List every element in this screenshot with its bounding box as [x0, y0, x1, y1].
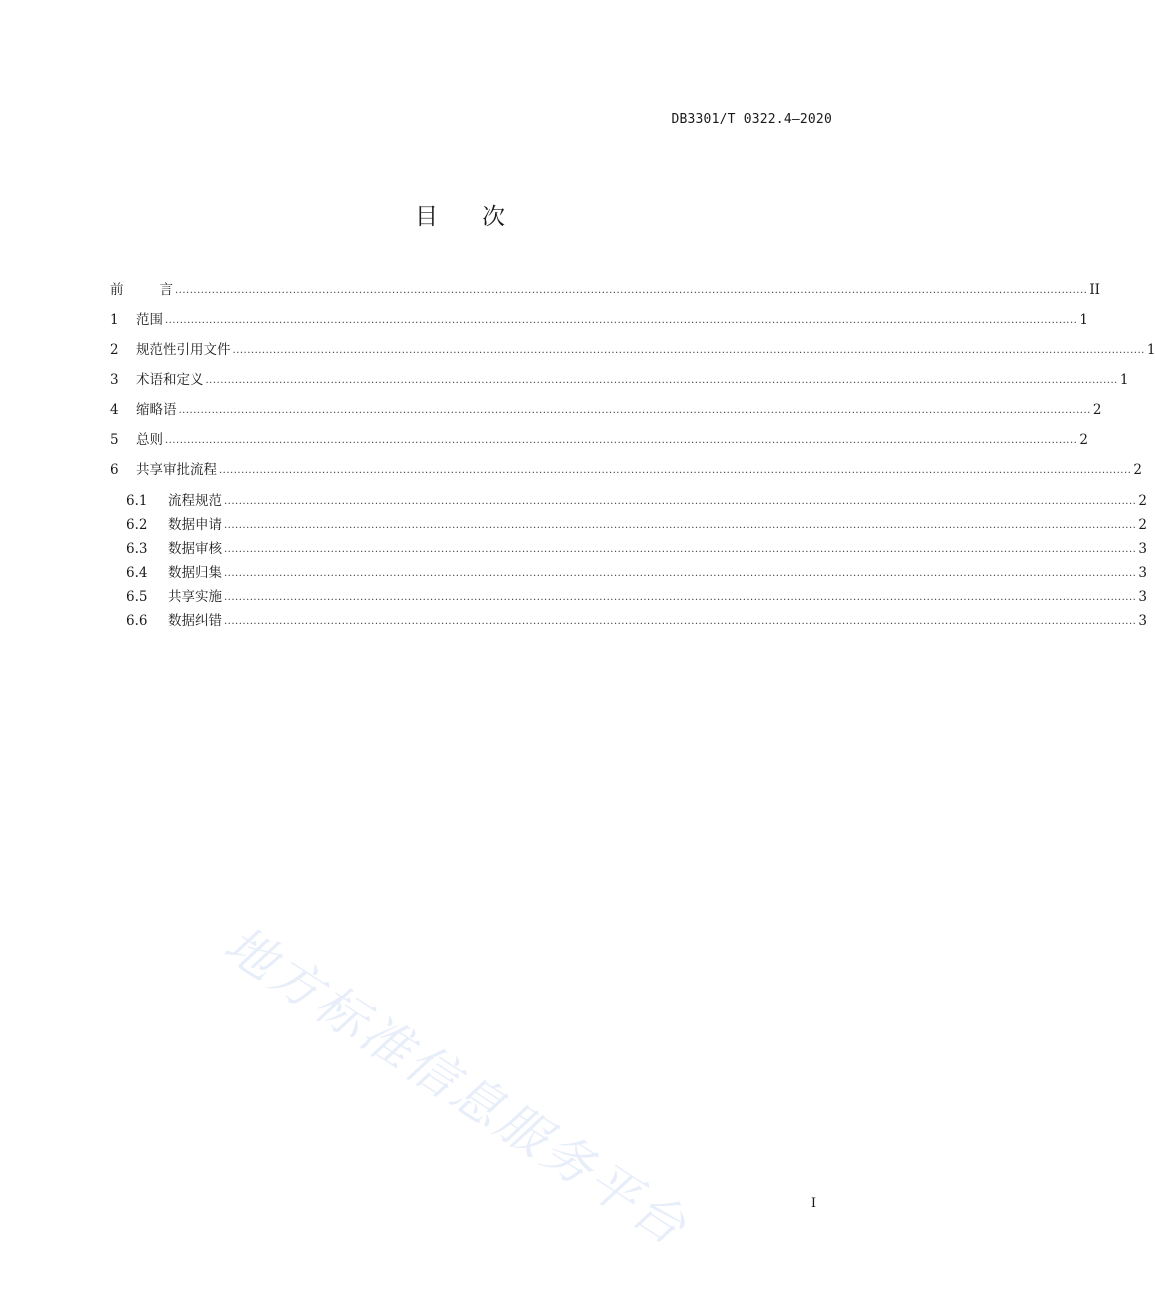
toc-entry-page: 2 [1092, 402, 1102, 418]
toc-entry-num: 前 [110, 282, 124, 298]
toc-entry-page: 2 [1138, 493, 1147, 509]
toc-leader-dots: ........................................................................................................................................................................................................................................................ [224, 592, 1137, 603]
toc-entry-4[interactable] [110, 398, 1102, 418]
watermark: 地方标准信息服务平台 [214, 915, 699, 1258]
toc-entry-num: 2 [110, 342, 119, 358]
toc-leader-dots: ........................................................................................................................................................................................................................................................ [224, 616, 1137, 627]
toc-entry-label: 数据申请 [168, 517, 222, 533]
toc-leader-dots: ........................................................................................................................................................................................................................................................ [219, 465, 1132, 476]
toc-entry-label: 数据纠错 [168, 613, 222, 629]
toc-entry-num: 6.3 [126, 541, 148, 557]
toc-entry-label: 数据归集 [168, 565, 222, 581]
toc-entry-2[interactable] [110, 338, 1155, 358]
toc-entry-num: 1 [110, 312, 119, 328]
toc-leader-dots: ........................................................................................................................................................................................................................................................ [224, 496, 1137, 507]
toc-leader-dots: ........................................................................................................................................................................................................................................................ [165, 435, 1078, 446]
toc-leader-dots: ........................................................................................................................................................................................................................................................ [224, 520, 1137, 531]
toc-entry-page: 1 [1079, 312, 1088, 328]
toc-entry-label: 言 [159, 282, 173, 298]
toc-entry-3[interactable] [110, 368, 1129, 388]
toc-entry-label: 缩略语 [136, 402, 177, 418]
toc-entry-label: 数据审核 [168, 541, 222, 557]
toc-leader-dots: ........................................................................................................................................................................................................................................................ [205, 375, 1118, 386]
toc-entry-page: 2 [1079, 432, 1088, 448]
toc-entry-num: 6.6 [126, 613, 148, 629]
toc-entry-label: 共享审批流程 [136, 462, 217, 478]
page-number: I [810, 1196, 816, 1211]
toc-entry-num: 6.4 [126, 565, 148, 581]
toc-entry-page: II [1089, 282, 1100, 298]
toc-leader-dots: ........................................................................................................................................................................................................................................................ [178, 405, 1091, 416]
toc-leader-dots: ........................................................................................................................................................................................................................................................ [175, 285, 1088, 296]
document-code: DB3301/T 0322.4—2020 [671, 112, 832, 127]
toc-entry-page: 2 [1138, 517, 1147, 533]
toc-entry-label: 共享实施 [168, 589, 222, 605]
toc-entry-label: 术语和定义 [136, 372, 204, 388]
toc-entry-num: 6.2 [126, 517, 148, 533]
toc-entry-page: 1 [1119, 372, 1129, 388]
toc-entry-page: 2 [1133, 462, 1142, 478]
toc-entry-1[interactable] [110, 308, 1088, 328]
toc-title-left: 目 [415, 204, 438, 230]
toc-entry-label: 范围 [136, 312, 163, 328]
toc-entry-page: 3 [1138, 589, 1147, 605]
toc-entry-page: 1 [1146, 342, 1155, 358]
toc-entry-num: 6.1 [126, 493, 148, 509]
toc-leader-dots: ........................................................................................................................................................................................................................................................ [165, 315, 1078, 326]
toc-leader-dots: ........................................................................................................................................................................................................................................................ [232, 345, 1145, 356]
toc-entry-num: 6.5 [126, 589, 148, 605]
toc-entry-num: 4 [110, 402, 119, 418]
toc-entry-6-6[interactable] [126, 609, 1147, 629]
toc-entry-6-3[interactable] [126, 537, 1147, 557]
toc-entry-6[interactable] [110, 458, 1142, 478]
toc-entry-page: 3 [1138, 541, 1147, 557]
toc-entry-5[interactable] [110, 428, 1088, 448]
toc-entry-6-5[interactable] [126, 585, 1147, 605]
toc-entry-6-2[interactable] [126, 513, 1147, 533]
toc-entry-page: 3 [1138, 565, 1147, 581]
toc-entry-6-4[interactable] [126, 561, 1147, 581]
toc-entry-num: 5 [110, 432, 119, 448]
toc-entry-label: 流程规范 [168, 493, 222, 509]
toc-entry-label: 规范性引用文件 [136, 342, 231, 358]
toc-title-right: 次 [482, 204, 505, 230]
toc-entry-preface[interactable] [110, 278, 1100, 298]
toc-leader-dots: ........................................................................................................................................................................................................................................................ [224, 544, 1137, 555]
toc-entry-6-1[interactable] [126, 489, 1147, 509]
toc-entry-num: 3 [110, 372, 119, 388]
toc-entry-label: 总则 [136, 432, 163, 448]
toc-title [0, 198, 920, 231]
toc-leader-dots: ........................................................................................................................................................................................................................................................ [224, 568, 1137, 579]
toc-entry-page: 3 [1138, 613, 1147, 629]
toc-entry-num: 6 [110, 462, 119, 478]
